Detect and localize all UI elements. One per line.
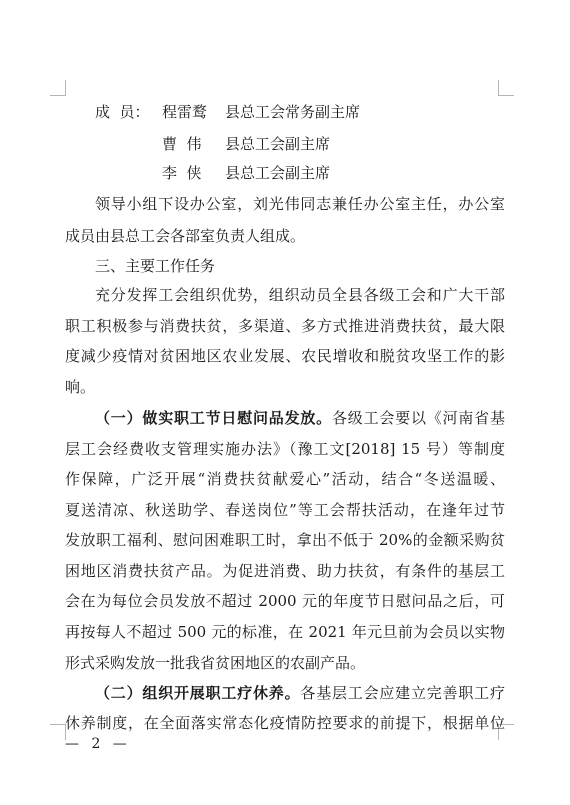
member-row-2 bbox=[162, 134, 502, 154]
members-label: 成 员： bbox=[95, 103, 150, 121]
office-paragraph-line: 领导小组下设办公室，刘光伟同志兼任办公室主任，办公室 bbox=[95, 195, 505, 213]
item2-heading: （二）组织开展职工疗休养。 bbox=[95, 684, 301, 702]
page-number: — 2 — bbox=[65, 736, 131, 752]
item2-text: 各基层工会应建立完善职工疗 bbox=[300, 684, 505, 702]
item1-text: 各级工会要以《河南省基 bbox=[331, 409, 505, 427]
item2-first-line bbox=[95, 683, 505, 703]
member-title: 县总工会常务副主席 bbox=[225, 103, 361, 121]
member-title: 县总工会副主席 bbox=[225, 164, 331, 182]
office-paragraph-line: 成员由县总工会各部室负责人组成。 bbox=[65, 227, 306, 245]
item1-line: 形式采购发放一批我省贫困地区的农副产品。 bbox=[65, 654, 366, 672]
item1-heading: （一）做实职工节日慰问品发放。 bbox=[95, 409, 332, 427]
crop-mark-top-right bbox=[498, 80, 514, 96]
item1-line: 困地区消费扶贫产品。为促进消费、助力扶贫，有条件的基层工 bbox=[65, 562, 505, 580]
item1-line: 发放职工福利、慰问困难职工时，拿出不低于 20%的金额采购贫 bbox=[65, 531, 505, 549]
item1-line: 会在为每位会员发放不超过 2000 元的年度节日慰问品之后，可 bbox=[65, 592, 505, 610]
section-heading: 三、主要工作任务 bbox=[95, 257, 216, 275]
intro-paragraph-line: 度减少疫情对贫困地区农业发展、农民增收和脱贫攻坚工作的影 bbox=[65, 347, 505, 365]
item1-line: 作保障，广泛开展“消费扶贫献爱心”活动，结合“冬送温暖、 bbox=[65, 470, 505, 488]
member-name: 曹 伟 bbox=[162, 135, 202, 153]
member-row-1 bbox=[95, 102, 515, 122]
intro-paragraph-line: 响。 bbox=[65, 378, 96, 396]
item1-line: 层工会经费收支管理实施办法》（豫工文[2018] 15 号）等制度 bbox=[65, 440, 505, 458]
member-name: 程雷鹜 bbox=[162, 103, 208, 121]
intro-paragraph-line: 职工积极参与消费扶贫，多渠道、多方式推进消费扶贫，最大限 bbox=[65, 317, 505, 335]
item1-line: 夏送清凉、秋送助学、春送岗位”等工会帮扶活动，在逢年过节 bbox=[65, 501, 505, 519]
member-row-3 bbox=[162, 163, 502, 183]
item2-line: 休养制度，在全面落实常态化疫情防控要求的前提下，根据单位 bbox=[65, 714, 505, 732]
item1-first-line bbox=[95, 408, 505, 428]
intro-paragraph-line: 充分发挥工会组织优势，组织动员全县各级工会和广大干部 bbox=[95, 286, 505, 304]
member-title: 县总工会副主席 bbox=[225, 135, 331, 153]
crop-mark-bottom-left bbox=[50, 724, 66, 740]
crop-mark-top-left bbox=[50, 80, 66, 96]
item1-line: 再按每人不超过 500 元的标准，在 2021 年元旦前为会员以实物 bbox=[65, 623, 505, 641]
member-name: 李 侠 bbox=[162, 164, 202, 182]
